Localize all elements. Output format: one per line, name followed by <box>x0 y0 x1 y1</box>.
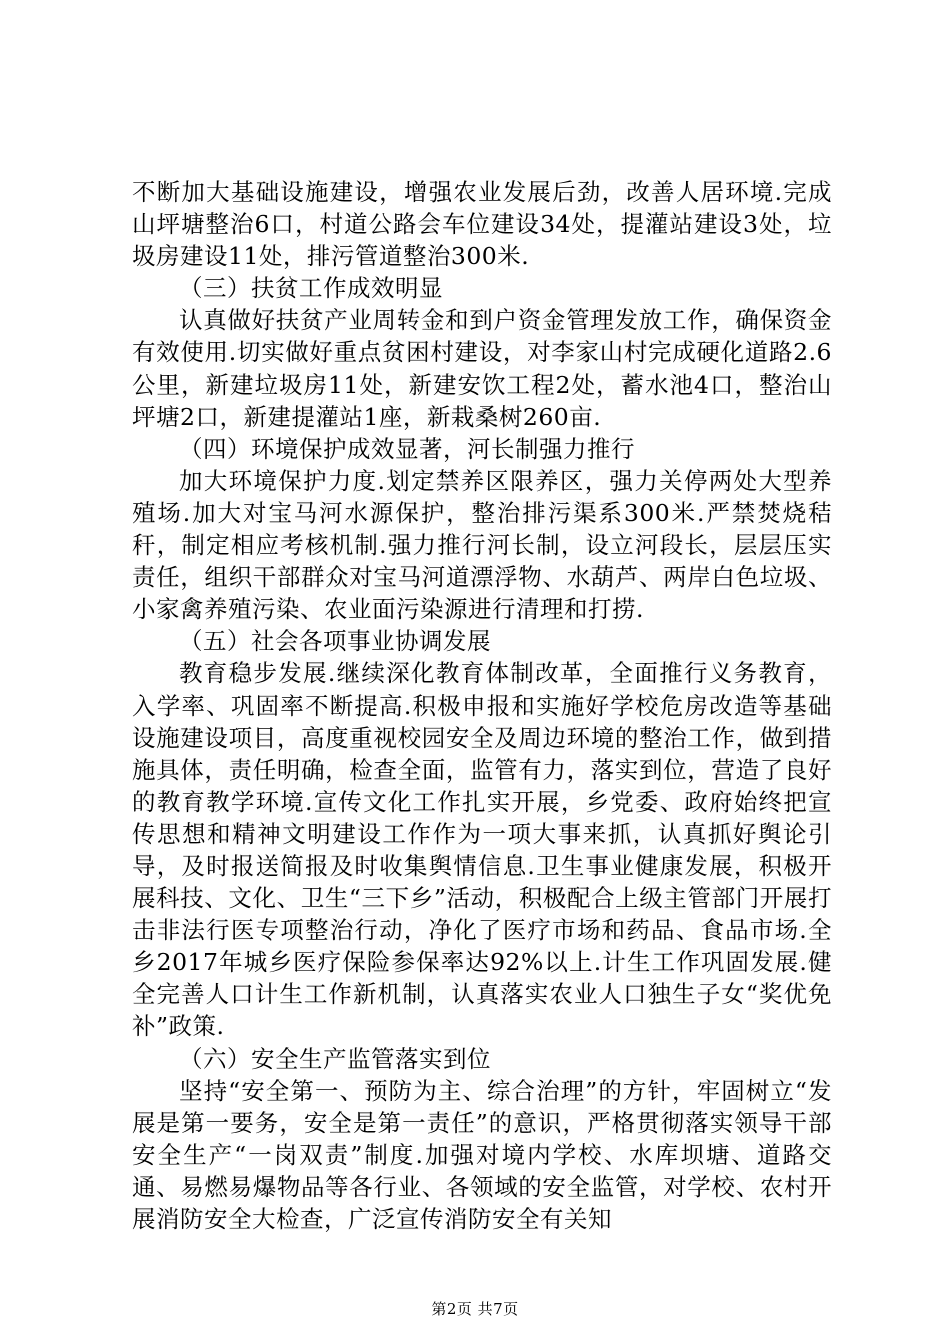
page-total: 共7页 <box>477 1300 519 1318</box>
section-heading: （五）社会各项事业协调发展 <box>179 627 491 656</box>
body-paragraph: 教育稳步发展.继续深化教育体制改革，全面推行义务教育，入学率、巩固率不断提高.积极申报和实施好学校危房改造等基础设施建设项目，高度重视校园安全及周边环境的整治工作，做到措施具体，责任明确，检查全面，监管有力，落实到位，营造了良好的教育教学环境.宣传文化工作扎实开展，乡党委、政府始终把宣传思想和精神文明建设工作作为一项大事来抓，认真抓好舆论引导，及时报送简报及时收集舆情信息.卫生事业健康发展，积极开展科技、文化、卫生“三下乡”活动，积极配合上级主管部门开展打击非法行医专项整治行动，净化了医疗市场和药品、食品市场.全乡2017年城乡医疗保险参保率达92%以上.计生工作巩固发展.健全完善人口计生工作新机制，认真落实农业人口独生子女“奖优免补”政策. <box>132 659 832 1041</box>
document-body <box>132 176 832 1235</box>
page-number: 第2页 <box>431 1300 473 1318</box>
section-heading: （四）环境保护成效显著，河长制强力推行 <box>179 434 635 463</box>
page-footer <box>0 1298 950 1319</box>
body-paragraph: 认真做好扶贫产业周转金和到户资金管理发放工作，确保资金有效使用.切实做好重点贫困村建设，对李家山村完成硬化道路2.6公里，新建垃圾房11处，新建安饮工程2处，蓄水池4口，整治山坪塘2口，新建提灌站1座，新栽桑树260亩. <box>132 306 832 431</box>
section-heading: （三）扶贫工作成效明显 <box>179 274 443 303</box>
body-paragraph: 坚持“安全第一、预防为主、综合治理”的方针，牢固树立“发展是第一要务，安全是第一责任”的意识，严格贯彻落实领导干部安全生产“一岗双责”制度.加强对境内学校、水库坝塘、道路交通、易燃易爆物品等各行业、各领域的安全监管，对学校、农村开展消防安全大检查，广泛宣传消防安全有关知 <box>132 1076 832 1233</box>
body-paragraph: 不断加大基础设施建设，增强农业发展后劲，改善人居环境.完成山坪塘整治6口，村道公路会车位建设34处，提灌站建设3处，垃圾房建设11处，排污管道整治300米. <box>132 178 832 271</box>
body-paragraph: 加大环境保护力度.划定禁养区限养区，强力关停两处大型养殖场.加大对宝马河水源保护，整治排污渠系300米.严禁焚烧秸秆，制定相应考核机制.强力推行河长制，设立河段长，层层压实责任，组织干部群众对宝马河道漂浮物、水葫芦、两岸白色垃圾、小家禽养殖污染、农业面污染源进行清理和打捞. <box>132 466 832 624</box>
section-heading: （六）安全生产监管落实到位 <box>179 1044 491 1073</box>
